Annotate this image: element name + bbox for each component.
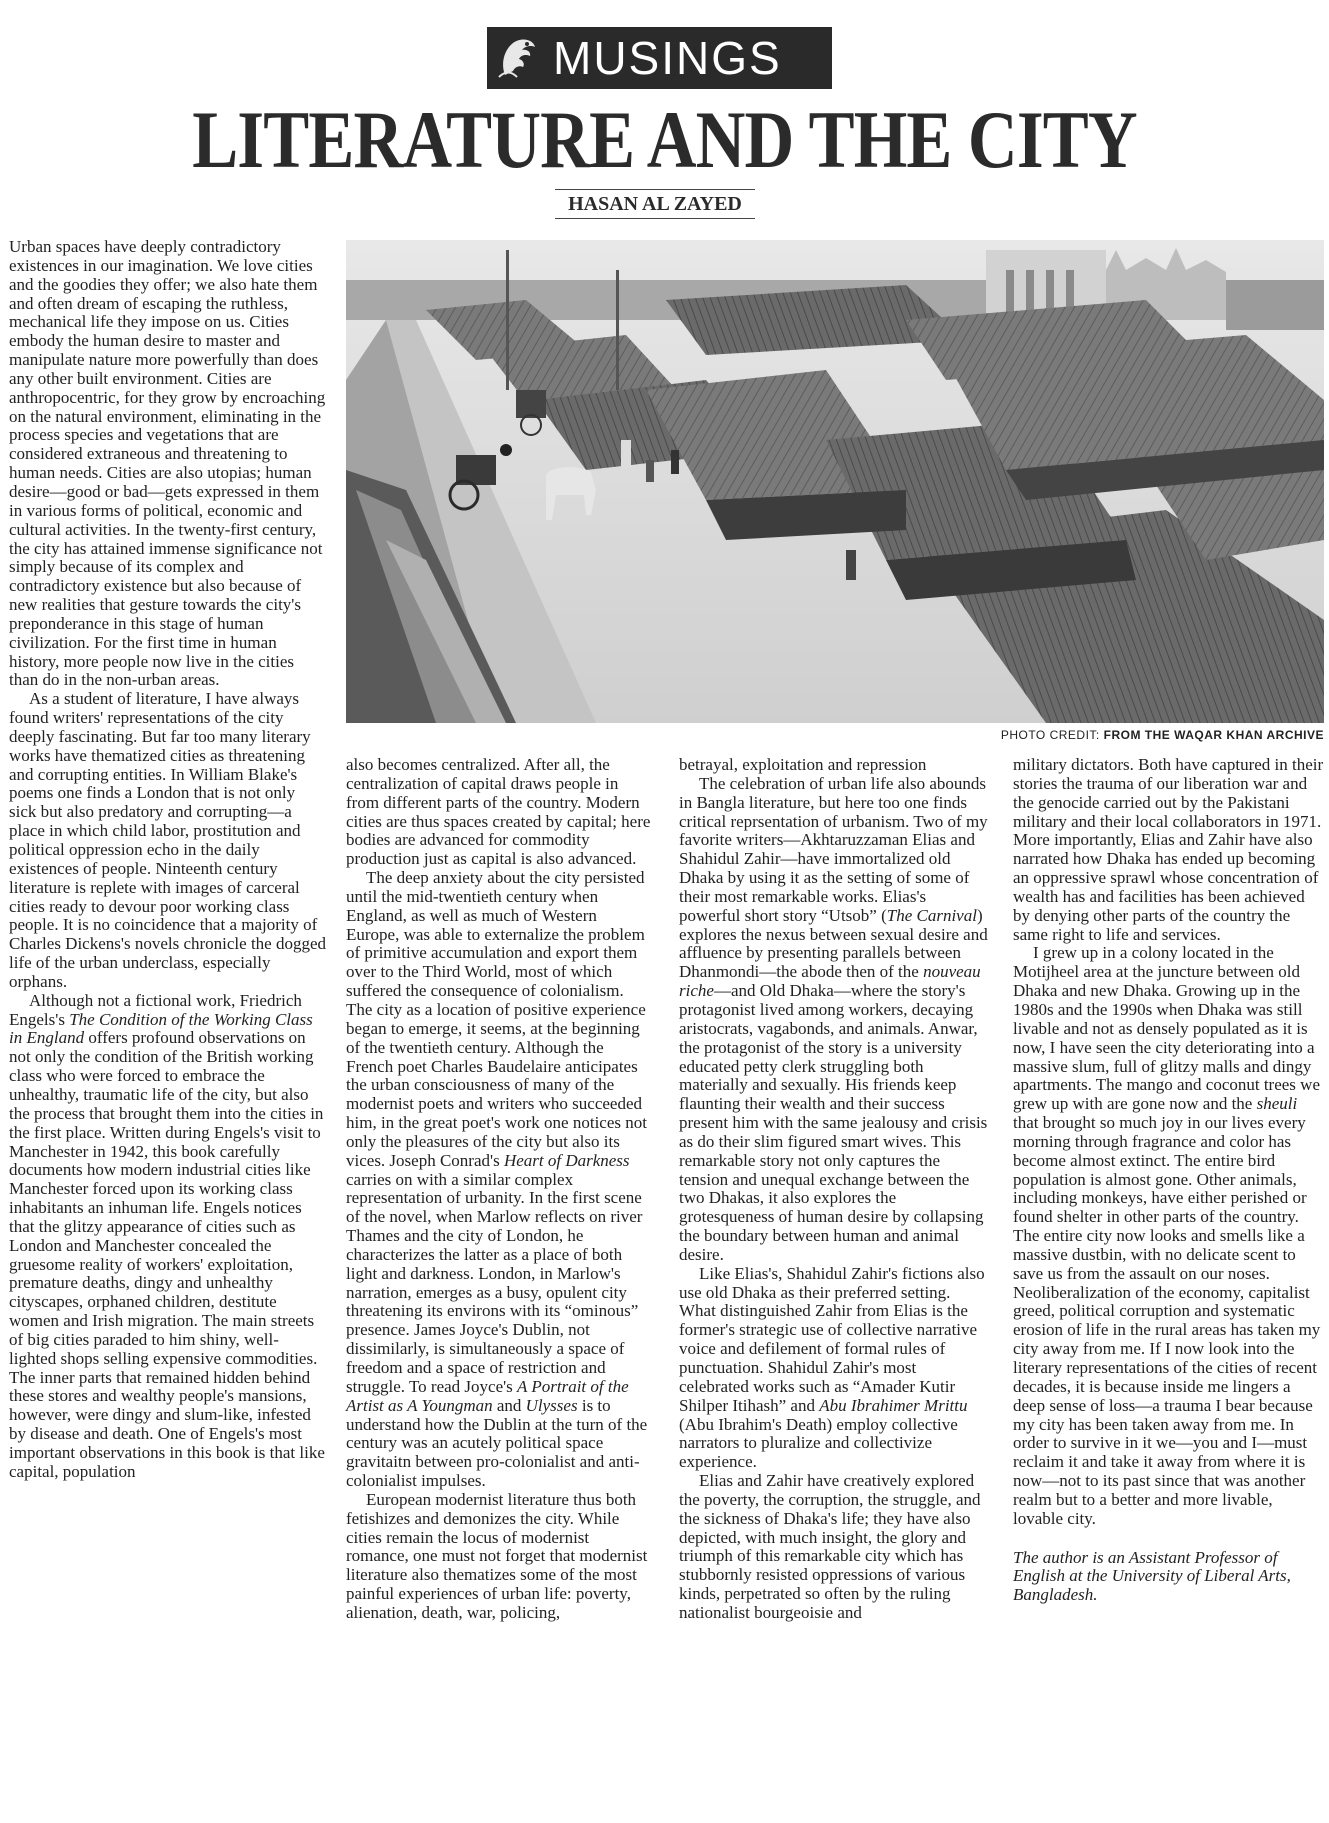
photo-credit — [1001, 728, 1324, 742]
article-paragraph: also becomes centralized. After all, the centralization of capital draws people in from different parts of the country. Modern cities are thus spaces created by capital; here bodies are advanced for commodity production just as capital is also advanced. — [346, 755, 651, 869]
text-run: I grew up in a colony located in the Motijheel area at the juncture between old Dhaka and new Dhaka. Growing up in the 1980s and the 1990s when Dhaka was still livable and not as densely populated as it is now, I have seen the city deteriorating into a massive slum, full of glitzy malls and dingy apartments. The mango and coconut trees we grew up with are gone now and the — [1013, 943, 1320, 1114]
text-run: (Abu Ibrahim's Death) employ collective narrators to pluralize and collectivize experience. — [679, 1414, 958, 1472]
book-title: Ulysses — [525, 1395, 578, 1415]
section-label: MUSINGS — [553, 32, 782, 84]
text-run: offers profound observations on not only the condition of the British working class who were forced to embrace the unhealthy, traumatic life of the city, but also the process that brought them into the cities in the first place. Written during Engels's visit to Manchester in 1942, this book carefully documents how modern industrial cities like Manchester forced upon its working class inhabitants an inhuman life. Engels notices that the glitzy appearance of cities such as London and Manchester concealed the gruesome reality of workers' exploitation, premature deaths, dingy and unhealthy cityscapes, orphaned children, destitute women and Irish migration. The main streets of big cities paraded to him shiny, well-lighted shops selling expensive commodities. The inner parts that remained hidden behind these stores and wealthy people's mansions, however, were dingy and slum-like, infested by disease and death. One of Engels's most important observations in this book is that like capital, population — [9, 1028, 325, 1481]
musings-logo-icon — [487, 27, 549, 89]
article-column-3 — [679, 756, 989, 1818]
article-paragraph — [1013, 944, 1325, 1528]
book-title: Heart of Darkness — [503, 1150, 630, 1170]
text-run: and — [492, 1395, 526, 1415]
article-paragraph: European modernist literature thus both fetishizes and demonizes the city. While cities remain the locus of modernist romance, one must not forget that modernist literature also thematizes some of the most painful experiences of urban life: poverty, alienation, death, war, policing, — [346, 1489, 648, 1622]
text-run: ) explores the nexus between sexual desire and affluence by presenting parallels between Dhanmondi—the abode then of the — [679, 905, 988, 982]
italic-term: sheuli — [1256, 1094, 1298, 1114]
archive-photo-old-dhaka — [346, 240, 1324, 723]
article-paragraph: betrayal, exploitation and repression — [679, 755, 927, 774]
headline: LITERATURE AND THE CITY — [192, 94, 1137, 185]
photo-credit-prefix: PHOTO CREDIT: — [1000, 728, 1104, 742]
book-title: A Portrait of the Artist as A Youngman — [346, 1376, 629, 1415]
book-title: Abu Ibrahimer Mrittu — [819, 1395, 968, 1415]
author-note: The author is an Assistant Professor of English at the University of Liberal Arts, Bangladesh. — [1013, 1547, 1291, 1605]
italic-term: nouveau riche — [679, 962, 981, 1001]
article-column-1 — [9, 238, 326, 1818]
text-run: The celebration of urban life also abounds in Bangla literature, but here too one finds critical reprsentation of urbanism. Two of my favorite writers—Akhtaruzzaman Elias and Shahidul Zahir—have immortalized old Dhaka by using it as the setting of some of their most remarkable works. Elias's powerful short story “Utsob” ( — [679, 773, 988, 925]
book-title: The Condition of the Working Class in England — [9, 1009, 313, 1048]
text-run: that brought so much joy in our lives every morning through fragrance and color has become almost extinct. The entire bird population is almost gone. Other animals, including monkeys, have either perished or found shelter in other parts of the country. The entire city now looks and smells like a massive dustbin, with no delicate scent to save us from the assault on our noses. Neoliberalization of the economy, capitalist greed, political corruption and systematic erosion of life in the rural areas has taken my city away from me. If I now look into the literary representations of the cities of recent decades, it is because inside me lingers a deep sense of loss—a trauma I bear because my city has been taken away from me. In order to survive in it we—you and I—must reclaim it and take it away from where it is now—not to its past since that was another realm but to a better and more livable, lovable city. — [1013, 1113, 1321, 1528]
article-paragraph: Urban spaces have deeply contradictory existences in our imagination. We love cities and the goodies they offer; we also hate them and often dream of escaping the ruthless, mechanical life they impose on us. Cities embody the human desire to master and manipulate nature more powerfully than does any other built environment. Cities are anthropocentric, for they grow by encroaching on the natural environment, eliminating in the process species and vegetations that are considered extraneous and threatening to human needs. Cities are also utopias; human desire—good or bad—gets expressed in them in various forms of political, economic and cultural activities. In the twenty-first century, the city has attained immense significance not simply because of its complex and contradictory existence but also because of new realities that gesture towards the city's preponderance in this stage of human civilization. For the first time in human history, more people now live in the cities than do in the non-urban areas. — [9, 237, 326, 690]
article-paragraph — [679, 775, 989, 1265]
article-paragraph: Elias and Zahir have creatively explored the poverty, the corruption, the struggle, and the sickness of Dhaka's life; they have also depicted, with much insight, the glory and triumph of this remarkable city which has stubbornly resisted oppressions of various kinds, perpetrated so often by the ruling nationalist bourgeoisie and — [679, 1471, 981, 1622]
text-run: carries on with a similar complex representation of urbanity. In the first scene of the novel, when Marlow reflects on river Thames and the city of London, he characterizes the latter as a place of both light and darkness. London, in Marlow's narration, emerges as a busy, opulent city threatening its environs with its “ominous” presence. James Joyce's Dublin, not dissimilarly, is simultaneously a space of freedom and a space of restriction and struggle. To read Joyce's — [346, 1169, 643, 1396]
street-scene-illustration — [346, 240, 1324, 723]
text-run: is to understand how the Dublin at the turn of the century was an acutely political space gravitaitn between pro-colonialist and anti-colonialist impulses. — [346, 1395, 648, 1491]
text-run: —and Old Dhaka—where the story's protagonist lived among workers, decaying aristocrats, vagabonds, and animals. Anwar, the protagonist of the story is a university educated petty clerk struggling both materially and sexually. His friends keep flaunting their wealth and their success present him with the same jealousy and crisis as do their slim figured smart wives. This remarkable story not only captures the tension and unequal exchange between the two Dhakas, it also explores the grotesqueness of human desire by collapsing the boundary between human and animal desire. — [679, 981, 988, 1264]
photo-credit-source: FROM THE WAQAR KHAN ARCHIVE — [1103, 728, 1324, 742]
article-column-4 — [1013, 756, 1325, 1818]
text-run: The deep anxiety about the city persisted until the mid-twentieth century when England, as well as much of Western Europe, was able to externalize the problem of primitive accumulation and export them over to the Third World, most of which suffered the consequence of colonialism. The city as a location of positive experience began to emerge, it seems, at the beginning of the twentieth century. Although the French poet Charles Baudelaire anticipates the urban consciousness of many of the modernist poets and writers who succeeded him, in the great poet's work one notices not only the pleasures of the city but also its vices. Joseph Conrad's — [346, 868, 647, 1170]
article-paragraph — [9, 992, 326, 1482]
text-run: Although not a fictional work, Friedrich Engels's — [9, 990, 302, 1029]
text-run: Like Elias's, Shahidul Zahir's fictions also use old Dhaka as their preferred setting. What distinguished Zahir from Elias is the former's strategic use of collective narrative voice and defilement of formal rules of punctuation. Shahidul Zahir's most celebrated works such as “Amader Kutir Shilper Itihash” and — [679, 1263, 985, 1415]
byline: HASAN AL ZAYED — [555, 189, 755, 219]
section-masthead — [487, 27, 832, 89]
article-paragraph — [679, 1265, 989, 1472]
article-paragraph: military dictators. Both have captured in their stories the trauma of our liberation war and the genocide carried out by the Pakistani military and their local collaborators in 1971. More importantly, Elias and Zahir have also narrated how Dhaka has ended up becoming an oppressive sprawl whose concentration of wealth has and facilities has been achieved by denying other parts of the country the same right to life and services. — [1013, 755, 1324, 944]
article-paragraph: As a student of literature, I have always found writers' representations of the city deeply fascinating. But far too many literary works have thematized cities as threatening and corrupting entities. In William Blake's poems one finds a London that is not only sick but also predatory and corrupting—a place in which child labor, prostitution and political oppression echo in the daily existences of people. Ninteenth century literature is replete with images of carceral cities ready to devour poor working class people. It is no coincidence that a majority of Charles Dickens's novels chronicle the dogged life of the urban underclass, especially orphans. — [9, 689, 327, 991]
article-column-2 — [346, 756, 653, 1818]
book-title: The Carnival — [886, 905, 977, 925]
article-paragraph — [346, 869, 653, 1491]
